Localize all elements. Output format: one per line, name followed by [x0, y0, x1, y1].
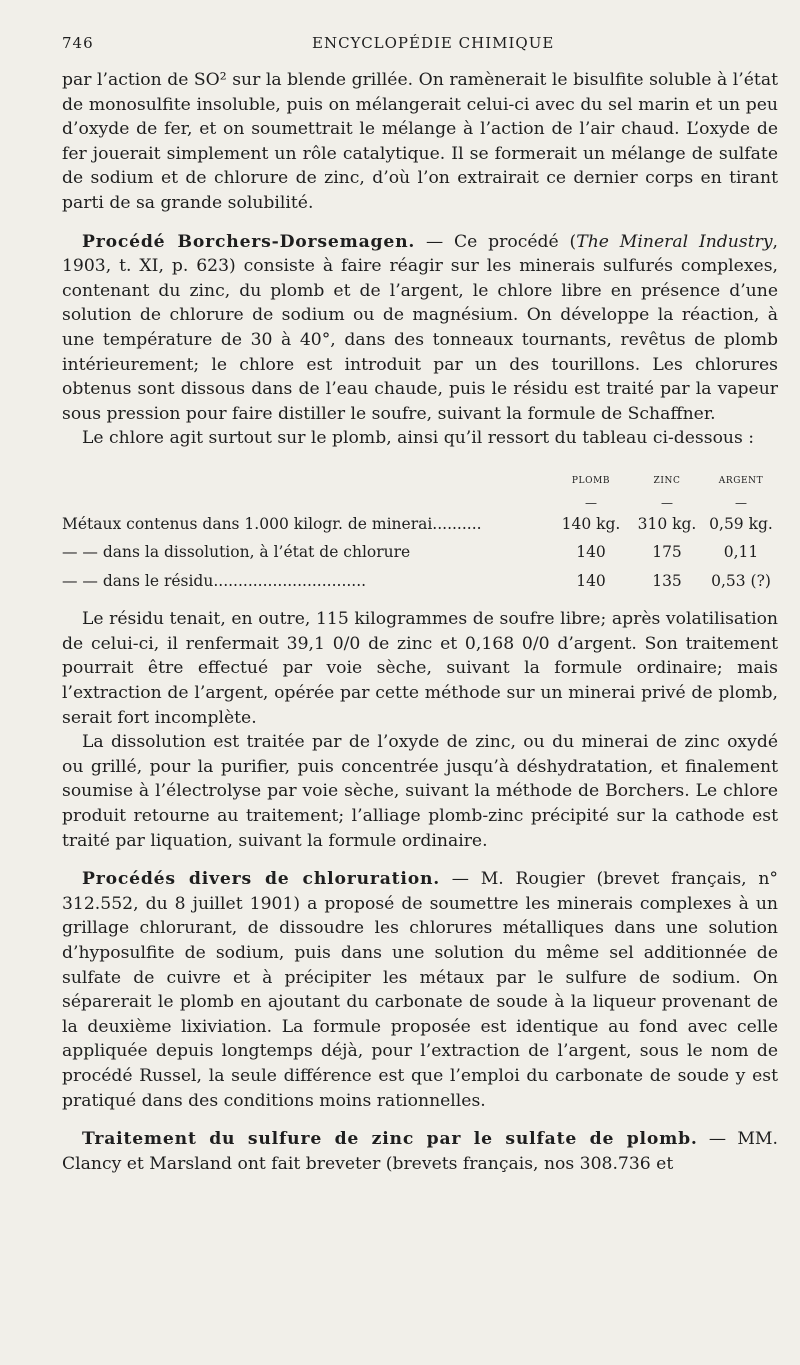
col-header-plomb: PLOMB	[571, 475, 611, 486]
paragraph-table-intro: Le chlore agit surtout sur le plomb, ainsi qu’il ressort du tableau ci-dessous :	[82, 428, 755, 449]
paragraph-chloruration	[62, 867, 778, 1113]
row-label: — — dans la dissolution, à l’état de chlorure	[62, 543, 411, 562]
cell-plomb: 140	[576, 571, 606, 590]
section-heading-borchers: Procédé Borchers-Dorsemagen.	[82, 231, 416, 252]
cell-zinc: 310 kg.	[637, 514, 697, 533]
cell-zinc: 135	[652, 571, 682, 590]
page-body	[62, 68, 778, 1176]
cell-zinc: 175	[652, 543, 682, 562]
cell-plomb: 140	[576, 543, 606, 562]
cell-plomb: 140 kg.	[561, 514, 621, 533]
page-number: 746	[62, 34, 94, 52]
row-label: — — dans le résidu...............................	[62, 571, 367, 590]
table-row	[62, 538, 778, 567]
header-dash: —	[661, 495, 673, 510]
col-header-argent: ARGENT	[718, 475, 764, 486]
section-heading-sulfure-zinc: Traitement du sulfure de zinc par le sulfate de plomb.	[82, 1129, 698, 1150]
page-header	[62, 34, 770, 56]
paragraph-residu: Le résidu tenait, en outre, 115 kilogrammes de soufre libre; après volatilisation de celui-ci, il renfermait 39,1 0/0 de zinc et 0,168 0/0 d’argent. Son traitement pourrait être effectué par voie sèche, suivant la formule ordinaire; mais l’extraction de l’argent, opérée par cette méthode sur un minerai privé de plomb, serait fort incomplète.	[62, 609, 778, 728]
paragraph-borchers	[62, 230, 778, 427]
paragraph-dissolution: La dissolution est traitée par de l’oxyde de zinc, ou du minerai de zinc oxydé ou grillé, pour la purifier, puis concentrée jusqu’à déshydratation, et finalement soumise à l’électrolyse par voie sèche, suivant la méthode de Borchers. Le chlore produit retourne au traitement; l’alliage plomb-zinc précipité sur la cathode est traité par liquation, suivant la formule ordinaire.	[62, 732, 778, 851]
table-row	[62, 510, 778, 539]
cell-argent: 0,53 (?)	[711, 571, 771, 590]
header-dash: —	[585, 495, 597, 510]
col-header-zinc: ZINC	[653, 475, 681, 486]
cell-argent: 0,59 kg.	[709, 514, 773, 533]
results-table	[62, 469, 778, 595]
journal-title: The Mineral Industry	[576, 231, 773, 252]
empty-cell	[62, 496, 552, 510]
paragraph-text: — Ce procédé (	[415, 231, 577, 252]
table-row	[62, 567, 778, 596]
header-dash: —	[735, 495, 747, 510]
row-label: Métaux contenus dans 1.000 kilogr. de minerai..........	[62, 514, 482, 533]
paragraph-sulfure-zinc	[62, 1127, 778, 1176]
paragraph-text: , 1903, t. XI, p. 623) consiste à faire réagir sur les minerais sulfurés complexes, contenant du zinc, du plomb et de l’argent, le chlore libre en présence d’une solution de chlorure de sodium ou de magnésium. On développe la réaction, à une température de 30 à 40°, dans des tonneaux tournants, revêtus de plomb intérieurement; le chlore est introduit par un des tourillons. Les chlorures obtenus sont dissous dans de l’eau chaude, puis le résidu est traité par la vapeur sous pression pour faire distiller le soufre, suivant la formule de Schaffner.	[62, 231, 778, 424]
cell-argent: 0,11	[723, 543, 759, 562]
paragraph-text: — M. Rougier (brevet français, n° 312.552, du 8 juillet 1901) a proposé de soumettre les minerais complexes à un grillage chlorurant, de dissoudre les chlorures métalliques dans une solution d’hyposulfite de sodium, puis dans une solution du même sel additionnée de sulfate de cuivre et à précipiter les métaux par le sulfure de sodium. On séparerait le plomb en ajoutant du carbonate de soude à la liqueur provenant de la deuxième lixiviation. La formule proposée est identique au fond avec celle appliquée depuis longtemps déjà, pour l’extraction de l’argent, sous le nom de procédé Russel, la seule différence est que l’emploi du carbonate de soude y est pratiqué dans des conditions moins rationnelles.	[62, 869, 779, 1111]
section-heading-chloruration: Procédés divers de chloruration.	[82, 869, 441, 890]
running-title: ENCYCLOPÉDIE CHIMIQUE	[312, 34, 555, 52]
paragraph-text: — MM. Clancy et Marsland ont fait breveter (brevets français, nos 308.736 et	[62, 1129, 778, 1174]
paragraph-1: par l’action de SO² sur la blende grillée. On ramènerait le bisulfite soluble à l’état de monosulfite insoluble, puis on mélangerait celui-ci avec du sel marin et un peu d’oxyde de fer, et on soumettrait le mélange à l’action de l’air chaud. L’oxyde de fer jouerait simplement un rôle catalytique. Il se formerait un mélange de sulfate de sodium et de chlorure de zinc, d’où l’on extrairait ce dernier corps en tirant parti de sa grande solubilité.	[62, 70, 778, 213]
empty-header	[62, 469, 552, 496]
